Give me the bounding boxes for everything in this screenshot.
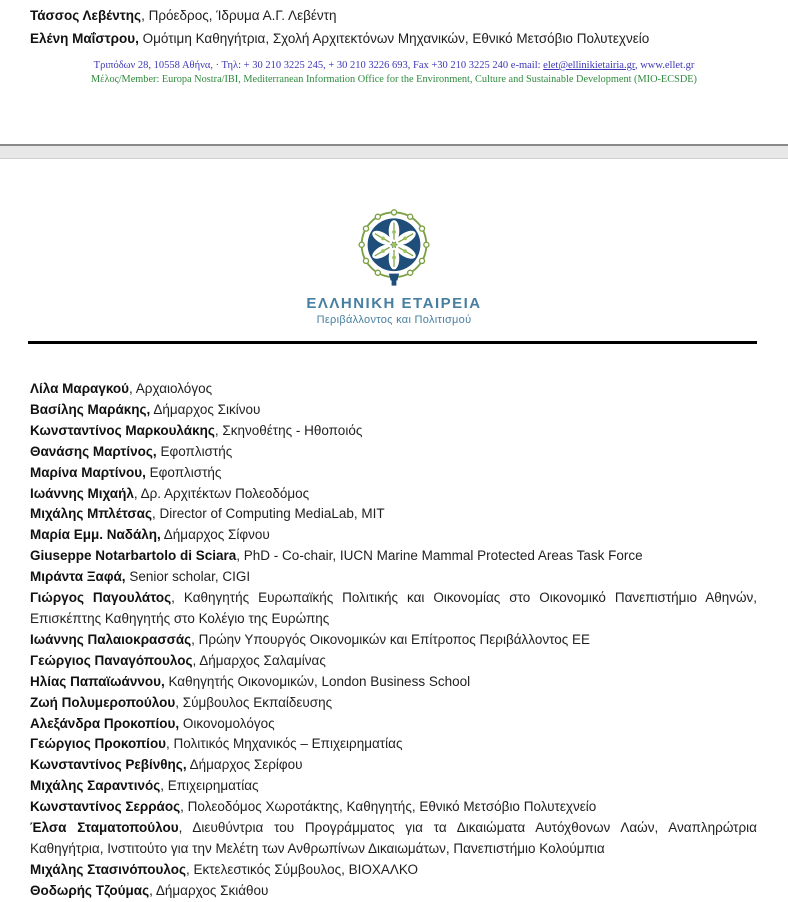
signatory-name: Μιχάλης Μπλέτσας [30,506,152,522]
signatory-role: , Δρ. Αρχιτέκτων Πολεοδόμος [133,485,310,501]
signatory-role: , Εκτελεστικός Σύμβουλος, ΒΙΟΧΑΛΚΟ [185,861,418,877]
signatory-role: , Πολιτικός Μηχανικός – Επιχειρηματίας [166,736,403,752]
signatory-name: Κωνσταντίνος Ρεβίνθης, [30,757,187,773]
signatory-role: , Δήμαρχος Σαλαμίνας [192,652,326,668]
signatory-role: Εφοπλιστής [145,464,222,480]
signatory-name: Θοδωρής Τζούμας [30,882,150,898]
signatory-role: , Πρώην Υπουργός Οικονομικών και Επίτροπος Περιβάλλοντος ΕΕ [191,631,591,647]
signatory-name: Ελένη Μαΐστρου, [30,31,139,46]
signatory-entry [30,776,757,797]
email-link[interactable]: elet@ellinikietairia.gr [543,60,635,71]
signatory-role: Καθηγητής Οικονομικών, London Business School [164,673,471,689]
org-tagline: Περιβάλλοντος και Πολιτισμού [316,314,472,326]
signatory-role: Δήμαρχος Σερίφου [186,757,303,773]
signatory-role: , Επιχειρηματίας [160,778,259,794]
page-bottom-margin [0,87,788,144]
signatory-role: , Σύμβουλος Εκπαίδευσης [175,694,333,710]
signatory-name: Μιχάλης Στασινόπουλος [30,861,186,877]
signatory-entry [30,421,757,442]
signatory-name: Έλσα Σταματοπούλου [30,820,179,836]
signatory-name: Μιχάλης Σαραντινός [30,778,161,794]
signatory-entry [30,546,757,567]
signatory-entry [30,881,757,902]
signatory-role: , Πολεοδόμος Χωροτάκτης, Καθηγητής, Εθνικό Μετσόβιο Πολυτεχνείο [180,799,597,815]
signatory-entry [30,651,757,672]
letterhead-footer [0,0,788,87]
signatory-name: Γεώργιος Προκοπίου [30,736,167,752]
signatory-role: Οικονομολόγος [179,715,275,731]
page-break-band [0,144,788,159]
signatory-role: , PhD - Co-chair, IUCN Marine Mammal Protected Areas Task Force [236,548,643,564]
signatory-list [0,379,788,902]
signatory-name: Τάσσος Λεβέντης [30,8,142,23]
signatory-entry [30,693,757,714]
signatory-name: Μιράντα Ξαφά, [30,569,126,585]
signatory-entry [30,567,757,588]
membership-line: Μέλος/Member: Europa Nostra/IBI, Mediterranean Information Office for the Environment, Culture and Sustainable Development (MIO-ECSDE) [91,74,697,85]
signatory-name: Γιώργος Παγουλάτος [30,590,172,606]
signatory-name: Ζωή Πολυμεροπούλου [30,694,176,710]
org-logo [0,209,788,327]
signatory-role: , Director of Computing MediaLab, MIT [152,506,385,522]
signatory-entry [30,755,757,776]
signatory-entry [30,734,757,755]
signatory-role: , Δήμαρχος Σκιάθου [149,882,269,898]
signatory-entry [30,484,757,505]
website-text: , www.ellet.gr [634,60,695,71]
signatory-role: Δήμαρχος Σικίνου [150,401,261,417]
signatory-entry [30,463,757,484]
signatory-entry [30,525,757,546]
signatory-name: Βασίλης Μαράκης, [30,401,151,417]
signatory-entry [30,442,757,463]
signatory-role: Δήμαρχος Σίφνου [160,527,270,543]
signatory-role: , Σκηνοθέτης - Ηθοποιός [214,422,363,438]
signatory-name: Λίλα Μαραγκού [30,381,130,396]
signatory-name: Γεώργιος Παναγόπουλος [30,652,193,668]
signatory-entry [30,818,757,860]
signatory-entry [30,400,757,421]
signatory-name: Ιωάννης Μιχαήλ [30,485,134,501]
header-signatory-line [30,27,758,50]
signatory-entry [30,714,757,735]
signatory-role: , Πρόεδρος, Ίδρυμα Α.Γ. Λεβέντη [141,8,337,23]
signatory-entry [30,672,757,693]
signatory-role: , Καθηγητής Ευρωπαϊκής Πολιτικής και Οικονομίας στο Οικονομικό Πανεπιστήμιο Αθηνών, Επισκέπτης Καθηγητής στο Κολέγιο της Ευρώπης [30,590,758,626]
contact-text: Τριπόδων 28, 10558 Αθήνα, · Τηλ: + 30 210 3225 245, + 30 210 3226 693, Fax +30 210 3225 240 e-mail: [93,60,544,71]
contact-info-line [30,59,758,73]
signatory-role: Senior scholar, CIGI [125,569,251,585]
rosette-emblem-icon [351,209,437,289]
signatory-role: , Αρχαιολόγος [129,381,213,396]
signatory-name: Ηλίας Παπαϊωάννου, [30,673,165,689]
signatory-name: Ιωάννης Παλαιοκρασσάς [30,631,192,647]
org-name: ΕΛΛΗΝΙΚΗ ΕΤΑΙΡΕΙΑ [306,295,482,312]
signatory-entry [30,504,757,525]
header-signatory-line [30,4,758,27]
signatory-entry [30,860,757,881]
horizontal-rule [28,341,757,344]
signatory-role: Εφοπλιστής [156,443,233,459]
signatory-role: Ομότιμη Καθηγήτρια, Σχολή Αρχιτεκτόνων Μηχανικών, Εθνικό Μετσόβιο Πολυτεχνείο [138,31,650,46]
signatory-name: Κωνσταντίνος Σερράος [30,799,181,815]
signatory-entry [30,630,757,651]
signatory-name: Μαρίνα Μαρτίνου, [30,464,146,480]
signatory-name: Giuseppe Notarbartolo di Sciara [30,548,237,564]
signatory-name: Θανάσης Μαρτίνος, [30,443,157,459]
signatory-name: Μαρία Εμμ. Ναδάλη, [30,527,161,543]
signatory-name: Αλεξάνδρα Προκοπίου, [30,715,180,731]
signatory-name: Κωνσταντίνος Μαρκουλάκης [30,422,215,438]
signatory-entry [30,379,757,400]
signatory-entry [30,588,757,630]
signatory-entry [30,797,757,818]
signatory-role: , Διευθύντρια του Προγράμματος για τα Δικαιώματα Αυτόχθονων Λαών, Αναπληρώτρια Καθηγήτρια, Ινστιτούτο για την Μελέτη των Ανθρωπίνων Δικαιωμάτων, Πανεπιστήμιο Κολούμπια [30,820,757,856]
